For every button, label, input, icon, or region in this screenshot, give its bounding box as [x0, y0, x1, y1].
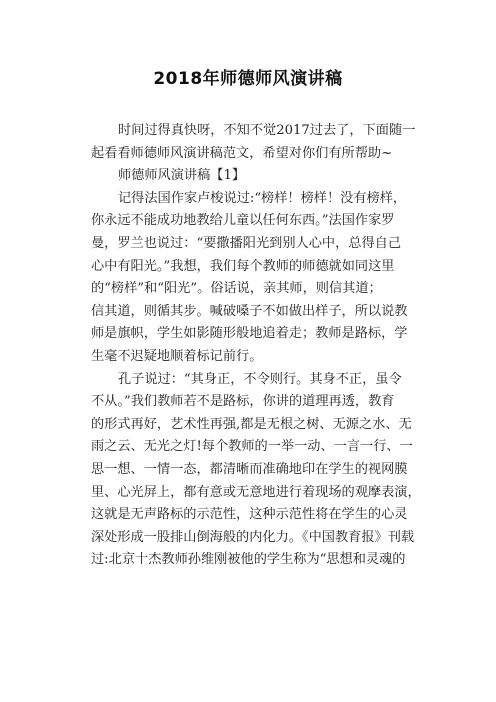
body-line: 师是旗帜，学生如影随形般地追着走；教师是路标，学 — [91, 326, 408, 342]
body-line: 心中有阳光。”我想，我们每个教师的师德就如同这里 — [91, 258, 395, 274]
body-line: 深处形成一股排山倒海般的内化力。《中国教育报》刊载 — [91, 529, 415, 545]
body-line: 里、心光屏上，都有意或无意地进行着现场的观摩表演， — [91, 484, 421, 500]
body-line: 雨之云、无光之灯!每个教师的一举一动、一言一行、一 — [91, 439, 413, 455]
body-line: 生毫不迟疑地顺着标记前行。 — [91, 348, 263, 364]
body-line: 不从。”我们教师若不是路标，你讲的道理再透，教育 — [91, 394, 395, 410]
body-line: 曼，罗兰也说过：“要撒播阳光到别人心中，总得自己 — [91, 235, 402, 251]
document-body — [91, 120, 423, 572]
body-line: 你永远不能成功地教给儿童以任何东西。”法国作家罗 — [91, 213, 395, 229]
body-line: 这就是无声路标的示范性，这种示范性将在学生的心灵 — [91, 507, 408, 523]
body-line: 师德师风演讲稿【1】 — [118, 168, 246, 184]
body-line: 的形式再好，艺术性再强,都是无根之树、无源之水、无 — [91, 416, 412, 432]
body-line: 起看看师德师风演讲稿范文，希望对你们有所帮助~ — [91, 145, 393, 161]
body-line: 过:北京十杰教师孙维刚被他的学生称为“思想和灵魂的 — [91, 552, 406, 568]
body-line: 记得法国作家卢梭说过:“榜样！榜样！没有榜样， — [118, 190, 407, 206]
body-line: 思一想、一情一态，都清晰而准确地印在学生的视网膜 — [91, 461, 408, 477]
body-line: 孔子说过：“其身正，不令则行。其身不正，虽令 — [118, 371, 402, 387]
body-line: 信其道，则循其步。喊破嗓子不如做出样子，所以说教 — [91, 303, 408, 319]
body-line: 时间过得真快呀，不知不觉2017过去了，下面随一 — [118, 123, 416, 138]
document-title: 2018年师德师风演讲稿 — [153, 69, 343, 89]
body-line: 的“榜样”和“阳光”。俗话说，亲其师，则信其道； — [91, 281, 382, 297]
